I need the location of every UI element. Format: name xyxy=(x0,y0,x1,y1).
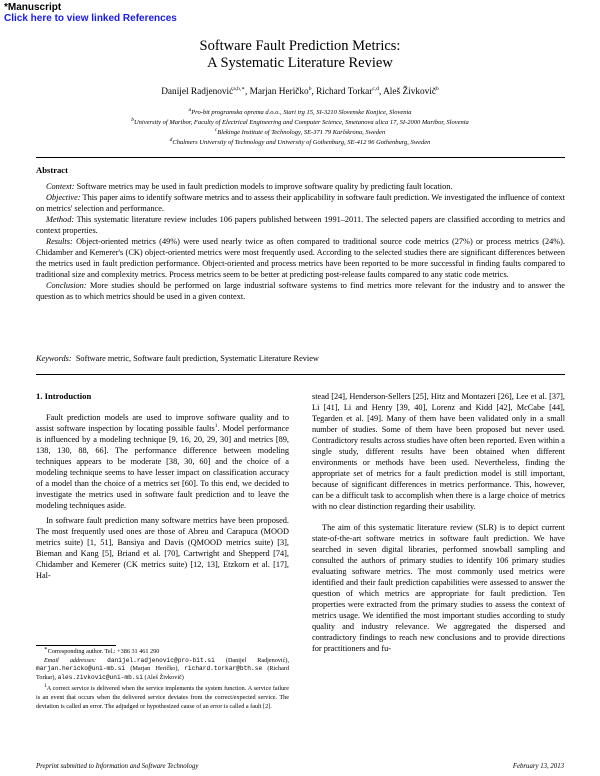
right-column xyxy=(312,368,565,658)
affiliations xyxy=(60,108,540,148)
abstract-context: Context: Software metrics may be used in fault prediction models to improve software quality by predicting fault location. xyxy=(46,182,453,191)
abstract-method: Method: This systematic literature review includes 106 papers published between 1991–2011. The selected papers are classified according to metrics and context properties. xyxy=(36,215,565,235)
abstract-results: Results: Object-oriented metrics (49%) were used nearly twice as often compared to traditional source code metrics (27%) or process metrics (24%). Chidamber and Kemerer's (CK) object-oriented metrics were most frequently used. According to the selected studies there are significant differences between the metrics used in fault prediction performance. Object-oriented and process metrics have been reported to be more successful in finding faults compared to traditional size and complexity metrics. Process metrics seem to be better at predicting post-release faults compared to any static code metrics. xyxy=(36,237,566,279)
intro-paragraph-1: Fault prediction models are used to improve software quality and to assist software inspection by locating possible faults$^1$. Model performance is influenced by a modeling technique [9, 16, 20, 29, 30] and metrics [89, 138, 130, 88, 66]. The performance difference between modeling techniques appears to be moderate [38, 30, 60] and the choice of a modeling technique seems to have lesser impact on classification accuracy of a model than the choice of a metrics set [60]. To this end, we decided to investigate the metrics used in software fault prediction and to leave the modeling techniques aside. xyxy=(36,413,289,510)
intro-paragraph-2: In software fault prediction many software metrics have been proposed. The most frequently used ones are those of Abreu and Carapuca (MOOD metrics suite) [1, 51], Bansiya and Davis (QMOOD metrics suite) [3], Bieman and Kang [5], Briand et al. [70], Cartwright and Shepperd [74], Chidamber and Kemerer (CK metrics suite) [12, 13], Etzkorn et al. [17], Hal- xyxy=(36,516,289,580)
manuscript-banner xyxy=(4,2,177,24)
abstract-top-rule xyxy=(36,157,565,158)
affiliation-d: $^d$Chalmers University of Technology and University of Gothenburg, SE-412 96 Gothenburg, Sweden xyxy=(169,136,431,146)
footer-journal: Preprint submitted to Information and Software Technology xyxy=(36,763,199,770)
affiliation-a: $^a$Pro-bit programska oprema d.o.o., Stari trg 15, SI-3210 Slovenske Konjice, Slovenia xyxy=(188,106,412,116)
abstract-heading: Abstract xyxy=(36,165,68,175)
keywords-text: Software metric, Software fault prediction, Systematic Literature Review xyxy=(75,354,319,363)
title-line-2: A Systematic Literature Review xyxy=(207,55,393,71)
author-sup: c,d xyxy=(372,85,379,92)
intro-paragraph-3: stead [24], Henderson-Sellers [25], Hitz and Montazeri [26], Lee et al. [37], Li [41], Li and Henry [39, 40], Lorenz and Kidd [42], McCabe [44], Tegarden et al. [49]. Many of them have been validated only in a small number of studies. Some of them have been proposed but never used. Contradictory results across studies have often been reported. Even within a single study, different results have been obtained when different environments or methods have been used. Nevertheless, finding the appropriate set of metrics for a fault prediction model is still important, because of significant differences in metrics performance. This, however, can be a difficult task to accomplish when there is a large choice of metrics with no clear distinction regarding their usability. xyxy=(312,392,565,511)
author-name: Richard Torkar xyxy=(316,87,373,97)
email-addresses: Email addresses: danijel.radjenovic@pro-bit.si (Danijel Radjenović), marjan.hericko@uni-mb.si (Marjan Heričko), richard.torkar@bth.se (Richard Torkar), ales.zivkovic@uni-mb.si (Aleš Živkovič) xyxy=(36,656,290,681)
footnote-1: $^1$A correct service is delivered when the service implements the system function. A service failure is an event that occurs when the delivered service deviates from the correct/expected service. The deviation is called an error. The adjudged or hypothesized cause of an error is called a fault [2]. xyxy=(36,683,289,710)
footnotes xyxy=(36,645,290,711)
author-name: Marjan Heričko xyxy=(249,87,309,97)
paper-title xyxy=(0,38,600,72)
footnote-rule xyxy=(36,645,116,646)
affiliation-c: $^c$Blekinge Institute of Technology, SE-371 79 Karlskrona, Sweden xyxy=(214,126,386,136)
linked-references-link[interactable]: Click here to view linked References xyxy=(4,13,177,24)
abstract-body xyxy=(36,181,565,302)
keywords-label: Keywords: xyxy=(36,354,72,363)
left-column xyxy=(36,391,289,585)
abstract-objective: Objective: This paper aims to identify software metrics and to assess their applicability in software fault prediction. We investigated the influence of context on metrics' selection and performance. xyxy=(36,193,565,213)
intro-paragraph-4: The aim of this systematic literature review (SLR) is to depict current state-of-the-art software metrics in software fault prediction. We have searched in seven digital libraries, performed snowball sampling and consulted the authors of primary studies to identify 106 primary studies evaluating software metrics. The most commonly used metrics were identified and their fault prediction capabilities were assessed to answer the question of which metrics are appropriate for fault prediction. Ten properties were extracted from the primary studies to assess the context of metrics usage. We identified the most important studies according to study quality and industry relevance. We aggregated the dispersed and contradictory findings to reach new conclusions and to provide directions for practitioners and fu- xyxy=(312,523,565,653)
author-sup: b xyxy=(436,85,439,92)
footer-date: February 13, 2013 xyxy=(512,763,564,770)
keywords xyxy=(36,354,319,363)
abstract-conclusion: Conclusion: More studies should be performed on large industrial software systems to find metrics more relevant for the industry and to answer the question as to which metrics should be used in a given context. xyxy=(36,281,565,301)
author-sup: a,b,∗ xyxy=(233,85,245,92)
title-line-1: Software Fault Prediction Metrics: xyxy=(199,38,401,54)
author-name: Danijel Radjenović xyxy=(161,87,234,97)
author-sup: b xyxy=(308,85,312,92)
affiliation-b: $^b$University of Maribor, Faculty of Electrical Engineering and Computer Science, Smetanova ulica 17, SI-2000 Maribor, Slovenia xyxy=(131,116,469,126)
author-name: Aleš Živkovič xyxy=(383,87,437,97)
manuscript-label: *Manuscript xyxy=(4,2,62,13)
corresponding-author-note: ∗Corresponding author. Tel.: +386 31 461 290 xyxy=(44,645,160,655)
section-heading: 1. Introduction xyxy=(36,391,92,401)
author-list: Danijel Radjenović$^{a,b,∗}$, Marjan Heričko$^b$, Richard Torkar$^{c,d}$, Aleš Živkovič$^b$ xyxy=(161,85,439,97)
